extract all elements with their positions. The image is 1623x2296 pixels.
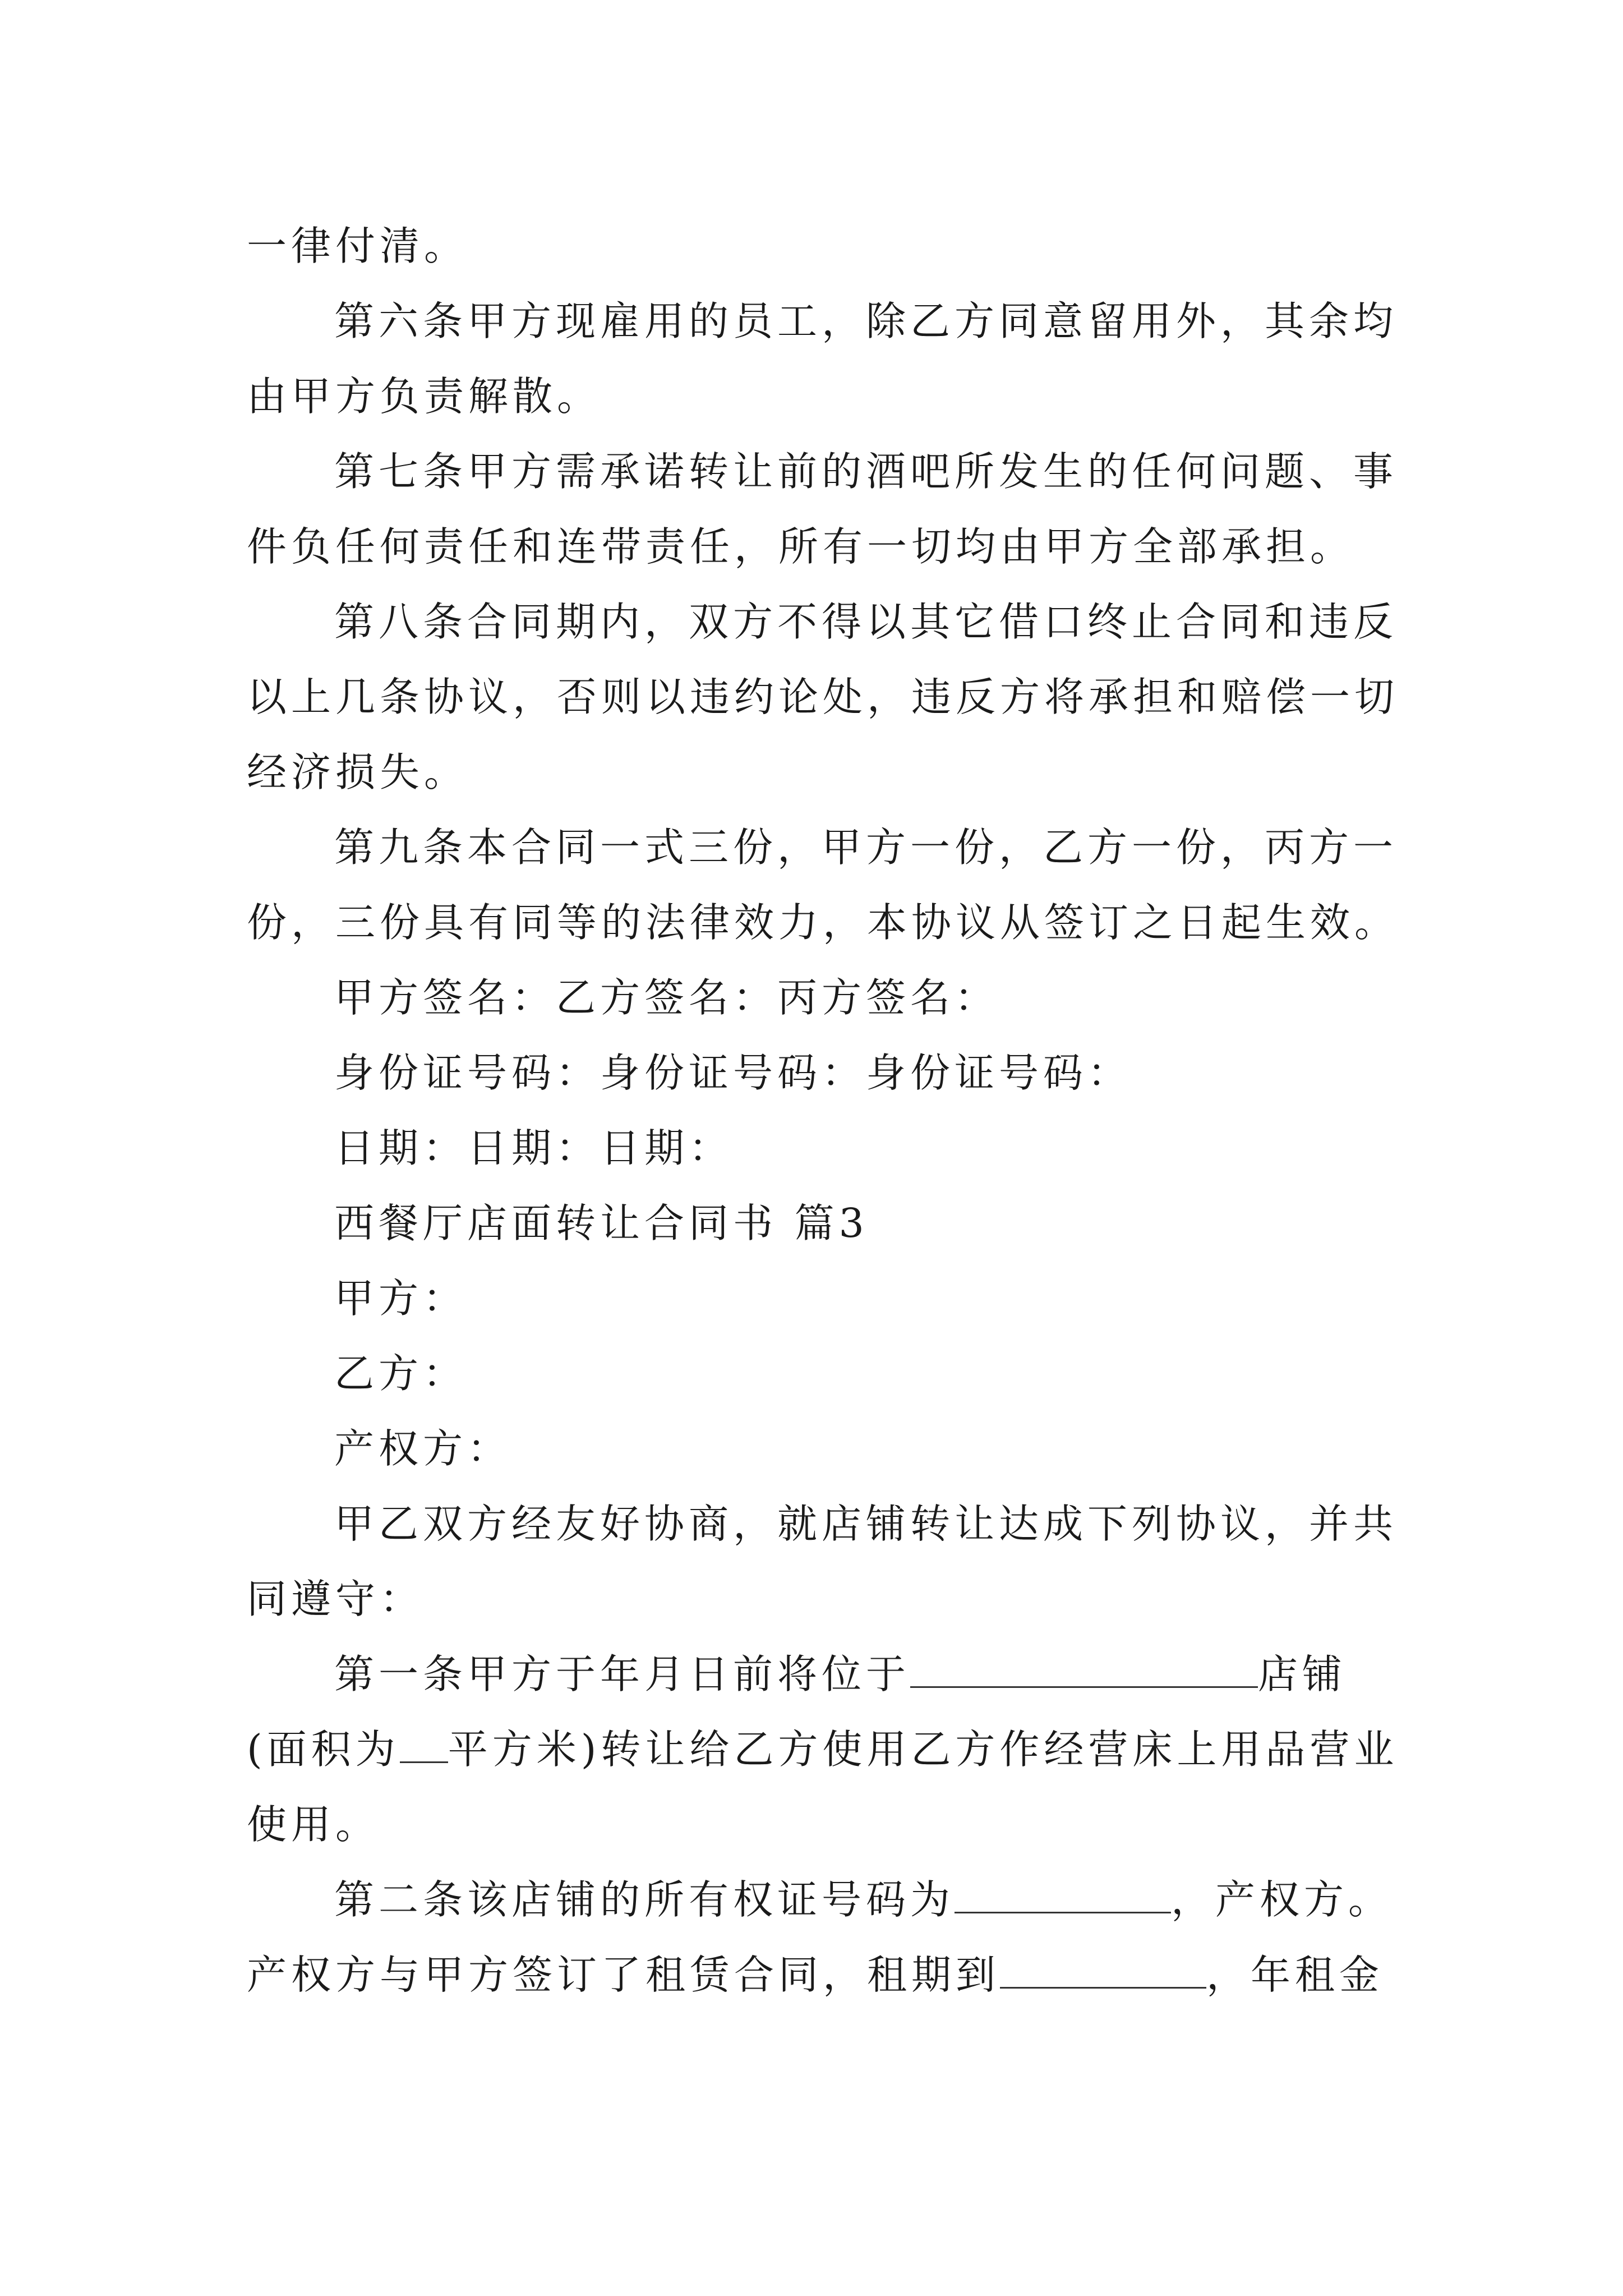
paragraph-agreement-intro-cont: 同遵守： bbox=[247, 1576, 425, 1622]
paragraph-article-7: 第七条甲方需承诺转让前的酒吧所发生的任何问题、事 bbox=[334, 448, 1398, 495]
paragraph-clause-1: 第一条甲方于年月日前将位于 店铺 bbox=[334, 1651, 1347, 1697]
paragraph-article-9-cont: 份，三份具有同等的法律效力，本协议从签订之日起生效。 bbox=[247, 899, 1399, 946]
paragraph-clause-2-cont: 产权方与甲方签订了租赁合同，租期到 ，年租金 bbox=[247, 1952, 1384, 1998]
lease-term-blank bbox=[1000, 1953, 1206, 1989]
paragraph-article-6: 第六条甲方现雇用的员工，除乙方同意留用外，其余均 bbox=[334, 298, 1398, 344]
paragraph-article-9: 第九条本合同一式三份，甲方一份，乙方一份，丙方一 bbox=[334, 824, 1398, 871]
signature-line: 甲方签名：乙方签名：丙方签名： bbox=[334, 974, 999, 1021]
paragraph-article-8-cont-1: 以上几条协议，否则以违约论处，违反方将承担和赔偿一切 bbox=[247, 674, 1399, 720]
paragraph-clause-1-cont-2: 使用。 bbox=[247, 1801, 380, 1848]
paragraph-article-8-cont-2: 经济损失。 bbox=[247, 749, 469, 795]
paragraph-payment-tail: 一律付清。 bbox=[247, 223, 469, 269]
party-a-label: 甲方： bbox=[334, 1275, 468, 1322]
paragraph-clause-2: 第二条该店铺的所有权证号码为 ，产权方。 bbox=[334, 1876, 1393, 1923]
paragraph-article-6-cont: 由甲方负责解散。 bbox=[247, 373, 602, 420]
location-blank bbox=[910, 1653, 1258, 1688]
certificate-number-blank bbox=[955, 1878, 1171, 1913]
party-b-label: 乙方： bbox=[334, 1350, 468, 1397]
paragraph-clause-1-cont: (面积为 平方米)转让给乙方使用乙方作经营床上用品营业 bbox=[247, 1726, 1399, 1773]
document-body bbox=[247, 209, 1430, 2013]
paragraph-article-7-cont: 件负任何责任和连带责任，所有一切均由甲方全部承担。 bbox=[247, 523, 1355, 570]
paragraph-article-8: 第八条合同期内，双方不得以其它借口终止合同和违反 bbox=[334, 599, 1398, 645]
section-heading: 西餐厅店面转让合同书 篇3 bbox=[334, 1200, 869, 1246]
paragraph-agreement-intro: 甲乙双方经友好协商，就店铺转让达成下列协议，并共 bbox=[334, 1501, 1398, 1547]
id-number-line: 身份证号码：身份证号码：身份证号码： bbox=[334, 1050, 1132, 1096]
area-blank bbox=[400, 1728, 448, 1763]
date-line: 日期：日期：日期： bbox=[334, 1125, 734, 1171]
property-owner-label: 产权方： bbox=[334, 1425, 512, 1472]
